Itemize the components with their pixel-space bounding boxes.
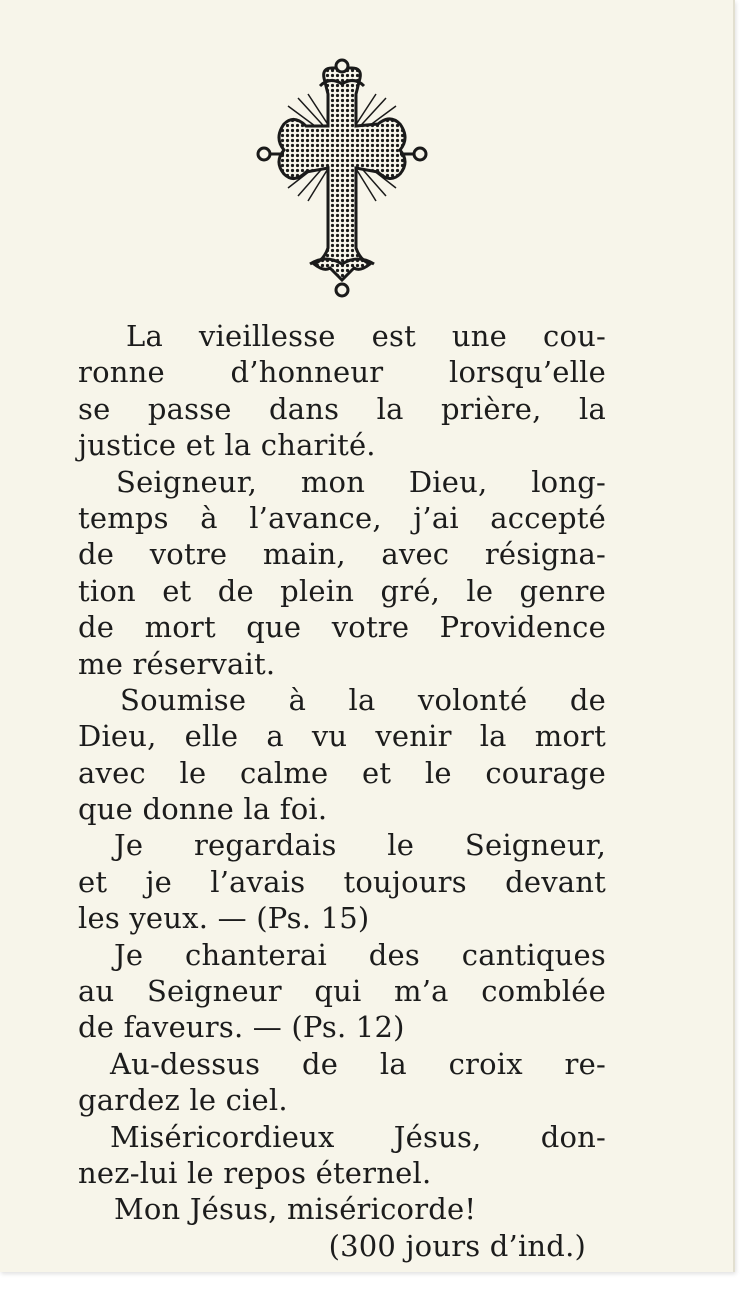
word: lorsqu’elle [448,355,606,390]
word: don- [540,1119,606,1154]
word: de [302,1046,339,1081]
word: de [78,610,115,645]
word: passe [147,391,232,426]
word: Je [114,828,144,863]
word: réservait. [132,646,276,681]
text-line [78,718,606,754]
text-line [78,755,606,791]
word: (Ps. [291,1010,347,1045]
word: mort [534,719,606,754]
word: justice [78,428,177,463]
word: à [288,682,307,717]
text-line [78,1009,606,1045]
text-line [78,646,606,682]
word: Jésus, [393,1119,482,1154]
text-line [78,500,606,536]
word: mort [144,610,216,645]
word: et [162,573,192,608]
word: Dieu, [78,719,157,754]
word: le [179,755,207,790]
word: et [78,864,108,899]
text-line [78,1119,606,1155]
prayer-text [78,318,606,1264]
word: je [145,864,173,899]
word: avec [381,537,450,572]
word: l’avance, [249,500,382,535]
word: des [368,937,420,972]
cross-icon [250,58,435,303]
text-line [78,1046,606,1082]
word: la [348,682,376,717]
text-line [78,609,606,645]
word: cou- [543,319,606,353]
text-line [78,536,606,572]
word: — [217,901,247,936]
word: venir [375,719,452,754]
word: la [376,391,404,426]
word: accepté [490,500,606,535]
word: votre [331,610,410,645]
text-line [78,791,606,827]
word: regardais [193,828,337,863]
word: Providence [439,610,606,645]
word: — [252,1010,282,1045]
word: l’avais [210,864,306,899]
word: de [78,1010,115,1045]
word: yeux. [129,901,209,936]
word: d’ind.) [489,1228,586,1263]
word: le [186,1155,214,1190]
word: votre [149,537,228,572]
word: donne [142,792,234,827]
word: comblée [481,974,606,1009]
word: Je [114,937,144,972]
word: nez-lui [78,1155,178,1190]
word: main, [262,537,346,572]
word: à [200,500,218,535]
word: long- [531,464,606,499]
word: repos [223,1155,307,1190]
word: la [379,1046,407,1081]
word: le [424,755,452,790]
word: (300 [328,1228,397,1263]
word: la [578,391,606,426]
word: éternel. [315,1155,432,1190]
word: temps [78,500,169,535]
text-line [78,318,606,354]
word: de [569,682,606,717]
word: se [78,391,111,426]
text-line [78,937,606,973]
text-line [78,464,606,500]
word: La [126,319,163,353]
word: re- [564,1046,606,1081]
word: Dieu, [408,464,488,499]
word: Soumise [120,682,247,717]
word: et [185,428,215,463]
word: cantiques [461,937,606,972]
word: la [243,792,271,827]
word: mon [300,464,366,499]
word: vieillesse [198,319,336,353]
text-line [78,1082,606,1118]
word: courage [485,755,606,790]
word: au [78,974,115,1009]
word: Au-dessus [110,1046,261,1081]
text-line [78,354,606,390]
word: tion [78,573,136,608]
word: prière, [441,391,542,426]
word: de [78,537,115,572]
word: Mon [114,1192,181,1227]
word: j’ai [413,500,459,535]
word: charité. [260,428,376,463]
text-line [78,427,606,463]
text-line [78,682,606,718]
word: le [387,828,415,863]
word: la [479,719,507,754]
word: avec [78,755,146,790]
word: les [78,901,120,936]
word: jours [405,1228,481,1263]
word: Seigneur, [116,464,258,499]
word: la [224,428,252,463]
word: dans [269,391,340,426]
word: de [217,573,254,608]
word: devant [505,864,606,899]
text-line [78,827,606,863]
word: vu [311,719,348,754]
text-line [78,573,606,609]
word: Miséricordieux [110,1119,335,1154]
word: chanterai [185,937,327,972]
word: gardez [78,1083,180,1118]
word: miséricorde! [286,1192,477,1227]
word: faveurs. [123,1010,244,1045]
word: 12) [355,1010,405,1045]
word: est [371,319,416,353]
word: Seigneur [146,974,282,1009]
word: le [189,1083,217,1118]
text-line [78,1155,606,1191]
word: Jésus, [189,1192,278,1227]
word: résigna- [484,537,606,572]
word: gré, [380,573,441,608]
word: plein [280,573,355,608]
word: croix [448,1046,523,1081]
word: que [246,610,302,645]
word: et [362,755,392,790]
word: qui [314,974,362,1009]
word: le [466,573,494,608]
word: une [451,319,508,353]
word: a [266,719,284,754]
word: 15) [320,901,370,936]
word: elle [184,719,239,754]
word: toujours [343,864,467,899]
word: volonté [417,682,528,717]
text-line [78,973,606,1009]
indulgence-note [78,1228,606,1264]
word: genre [519,573,606,608]
text-line [78,1191,606,1227]
word: d’honneur [230,355,384,390]
word: Seigneur, [464,828,606,863]
word: ronne [78,355,165,390]
word: m’a [394,974,449,1009]
word: ciel. [225,1083,288,1118]
word: me [78,646,124,681]
text-line [78,900,606,936]
word: (Ps. [256,901,312,936]
word: foi. [279,792,328,827]
word: que [78,792,134,827]
text-line [78,864,606,900]
word: calme [239,755,329,790]
text-line [78,391,606,427]
